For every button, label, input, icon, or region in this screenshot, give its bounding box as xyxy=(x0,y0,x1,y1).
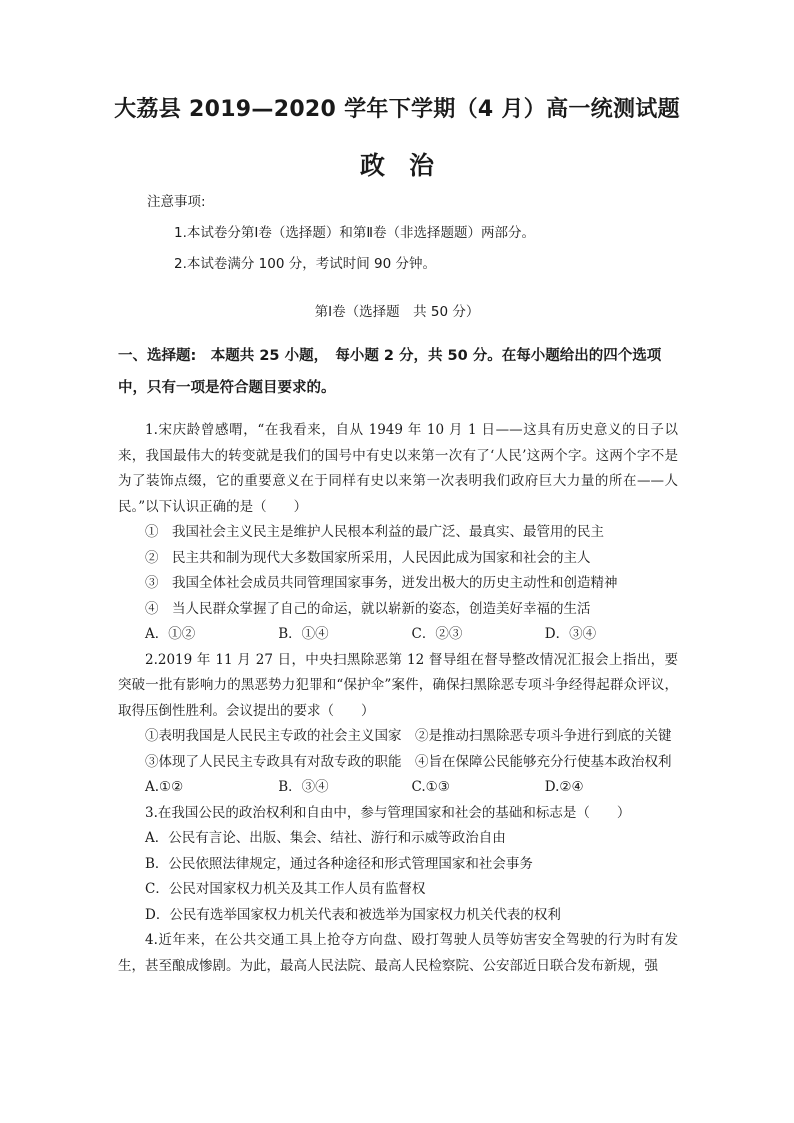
question-4-stem: 4.近年来，在公共交通工具上抢夺方向盘、殴打驾驶人员等妨害安全驾驶的行为时有发生，甚至酿成惨剧。为此，最高人民法院、最高人民检察院、公安部近日联合发布新规，强 xyxy=(118,932,678,974)
subject-title: 政治 xyxy=(359,151,458,180)
choice-d: D．③④ xyxy=(544,626,597,642)
notes-heading: 注意事项: xyxy=(147,194,206,210)
question-3-option: C．公民对国家权力机关及其工作人员有监督权 xyxy=(145,881,426,897)
question-1-option: ④ 当人民群众掌握了自己的命运，就以崭新的姿态，创造美好幸福的生活 xyxy=(145,600,591,617)
question-2-statements: ③体现了人民民主专政具有对敌专政的职能 ④旨在保障公民能够充分行使基本政治权利 xyxy=(145,753,672,770)
choice-d: D.②④ xyxy=(544,779,584,795)
notes-item: 1.本试卷分第Ⅰ卷（选择题）和第Ⅱ卷（非选择题题）两部分。 xyxy=(174,225,536,241)
question-2-stem: 2.2019 年 11 月 27 日，中央扫黑除恶第 12 督导组在督导整改情况汇报会上指出，要突破一批有影响力的黑恶势力犯罪和“保护伞”案件，确保扫黑除恶专项斗争经得起群众评议，取得压倒性胜利。会议提出的要求（ ） xyxy=(118,651,678,719)
question-3-option: A．公民有言论、出版、集会、结社、游行和示威等政治自由 xyxy=(145,830,506,846)
choice-b: B．①④ xyxy=(278,626,329,642)
question-2-statements: ①表明我国是人民民主专政的社会主义国家 ②是推动扫黑除恶专项斗争进行到底的关键 xyxy=(145,728,672,744)
question-2-choices xyxy=(118,775,678,801)
question-1-stem: 1.宋庆龄曾感喟，“在我看来，自从 1949 年 10 月 1 日——这具有历史意义的日子以来，我国最伟大的转变就是我们的国号中有史以来第一次有了‘人民’这两个字。这两个字不是为了装饰点缀，它的重要意义在于同样有史以来第一次表明我们政府巨大力量的所在——人民。”以下认识正确的是（ ） xyxy=(118,422,678,515)
choice-c: C．②③ xyxy=(411,626,463,642)
question-1-option: ② 民主共和制为现代大多数国家所采用，人民因此成为国家和社会的主人 xyxy=(145,549,591,566)
question-3-option: B．公民依照法律规定，通过各种途径和形式管理国家和社会事务 xyxy=(145,855,533,872)
section1-heading: 一、选择题: 本题共 25 小题， 每小题 2 分，共 50 分。在每小题给出的四个选项中，只有一项是符合题目要求的。 xyxy=(118,348,662,396)
exam-title: 大荔县 2019—2020 学年下学期（4 月）高一统测试题 xyxy=(114,97,680,122)
choice-a: A．①② xyxy=(145,626,196,642)
question-1-choices xyxy=(118,622,678,648)
question-3-option: D．公民有选举国家权力机关代表和被选举为国家权力机关代表的权利 xyxy=(145,906,561,923)
notes-item: 2.本试卷满分 100 分，考试时间 90 分钟。 xyxy=(174,256,436,272)
choice-a: A.①② xyxy=(145,779,184,795)
choice-b: B．③④ xyxy=(278,779,329,795)
choice-c: C.①③ xyxy=(411,779,450,795)
part1-heading: 第Ⅰ卷（选择题 共 50 分） xyxy=(314,304,480,320)
notes-block xyxy=(147,190,535,283)
questions-block xyxy=(118,418,678,979)
question-3-stem: 3.在我国公民的政治权利和自由中，参与管理国家和社会的基础和标志是（ ） xyxy=(145,804,631,821)
question-1-option: ① 我国社会主义民主是维护人民根本利益的最广泛、最真实、最管用的民主 xyxy=(145,524,604,540)
question-1-option: ③ 我国全体社会成员共同管理国家事务，迸发出极大的历史主动性和创造精神 xyxy=(145,575,618,591)
